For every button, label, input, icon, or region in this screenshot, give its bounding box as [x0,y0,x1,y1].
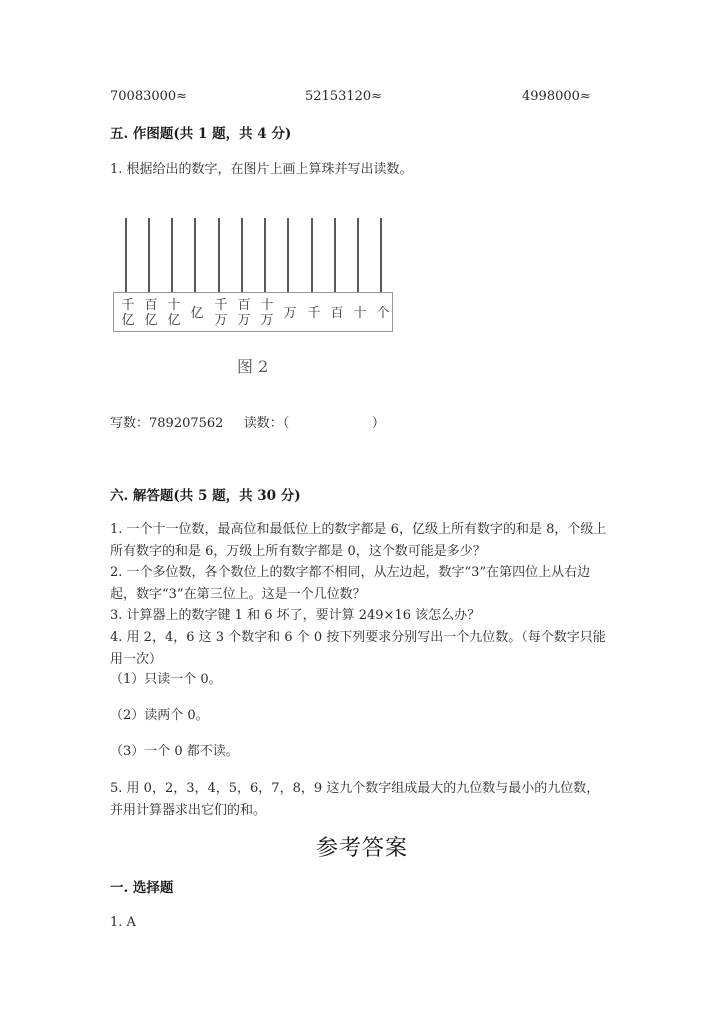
abacus-rod [287,218,289,293]
answer-1: 1. A [110,915,136,930]
place-label [326,293,348,333]
section-5-question-1: 1. 根据给出的数字，在图片上画上算珠并写出读数。 [110,162,413,177]
abacus-rod [264,218,266,293]
read-number-blank: （ ） [282,416,385,431]
place-label-bottom: 万 [237,313,251,328]
section-6-heading: 六. 解答题(共 5 题，共 30 分) [110,488,301,504]
read-number-label: 读数： [243,416,283,431]
place-label-bottom: 万 [214,313,228,328]
place-label [256,293,278,333]
place-label [303,293,325,333]
place-label-top: 千 [214,298,228,313]
section-6-question-2: 2. 一个多位数，各个数位上的数字都不相同，从左边起，数字“3”在第四位上从右边起，数字“3”在第三位上。这是一个几位数？ [110,565,591,602]
place-label-top: 千 [307,305,321,321]
abacus-place-value-frame [113,292,393,332]
abacus-rod [148,218,150,293]
place-label [117,293,139,333]
approx-item-1: 70083000≈ [110,89,188,104]
question-4-sub-2: （2）读两个 0。 [110,708,209,723]
abacus-rod [380,218,382,293]
abacus-rod [171,218,173,293]
place-label [186,293,208,333]
section-6-question-4: 4. 用 2，4，6 这 3 个数字和 6 个 0 按下列要求分别写出一个九位数。（每个数字只能用一次） [110,630,606,667]
section-6-question-5: 5. 用 0，2，3，4，5，6，7，8，9 这九个数字组成最大的九位数与最小的九位数，并用计算器求出它们的和。 [110,781,600,818]
place-label [140,293,162,333]
abacus-figure [112,216,396,336]
approx-item-3: 4998000≈ [522,89,591,104]
abacus-rod [241,218,243,293]
place-label [210,293,232,333]
place-label [163,293,185,333]
place-label-top: 千 [121,298,135,313]
write-number-label: 写数： [110,416,150,431]
place-label [349,293,371,333]
place-label-top: 百 [330,305,344,321]
section-6-question-1: 1. 一个十一位数，最高位和最低位上的数字都是 6，亿级上所有数字的和是 8，个级上所有数字的和是 6，万级上所有数字都是 0，这个数可能是多少？ [110,522,607,559]
abacus-rod [125,218,127,293]
abacus-rod [194,218,196,293]
place-label-bottom: 亿 [144,313,158,328]
approx-item-2: 52153120≈ [305,89,383,104]
section-6-question-3: 3. 计算器上的数字键 1 和 6 坏了，要计算 249×16 该怎么办？ [110,608,481,623]
question-4-sub-1: （1）只读一个 0。 [110,672,222,687]
question-4-sub-3: （3）一个 0 都不读。 [110,744,239,759]
place-label-top: 亿 [190,305,204,321]
place-label-top: 万 [283,305,297,321]
place-label-top: 十 [353,305,367,321]
place-label-bottom: 亿 [167,313,181,328]
place-label-bottom: 万 [260,313,274,328]
place-label-top: 个 [376,305,390,321]
place-label-top: 百 [144,298,158,313]
abacus-rod [357,218,359,293]
write-number-line [110,414,385,434]
place-label [372,293,394,333]
place-label [233,293,255,333]
answers-section-1-heading: 一. 选择题 [110,880,174,896]
place-label-top: 百 [237,298,251,313]
figure-caption: 图 2 [237,357,269,376]
place-label-top: 十 [260,298,274,313]
place-label [279,293,301,333]
abacus-rod [311,218,313,293]
place-label-bottom: 亿 [121,313,135,328]
section-5-heading: 五. 作图题(共 1 题，共 4 分) [110,126,292,142]
abacus-rod [334,218,336,293]
place-label-top: 十 [167,298,181,313]
abacus-rod [218,218,220,293]
write-number-value: 789207562 [149,416,224,431]
answers-title: 参考答案 [316,836,409,861]
